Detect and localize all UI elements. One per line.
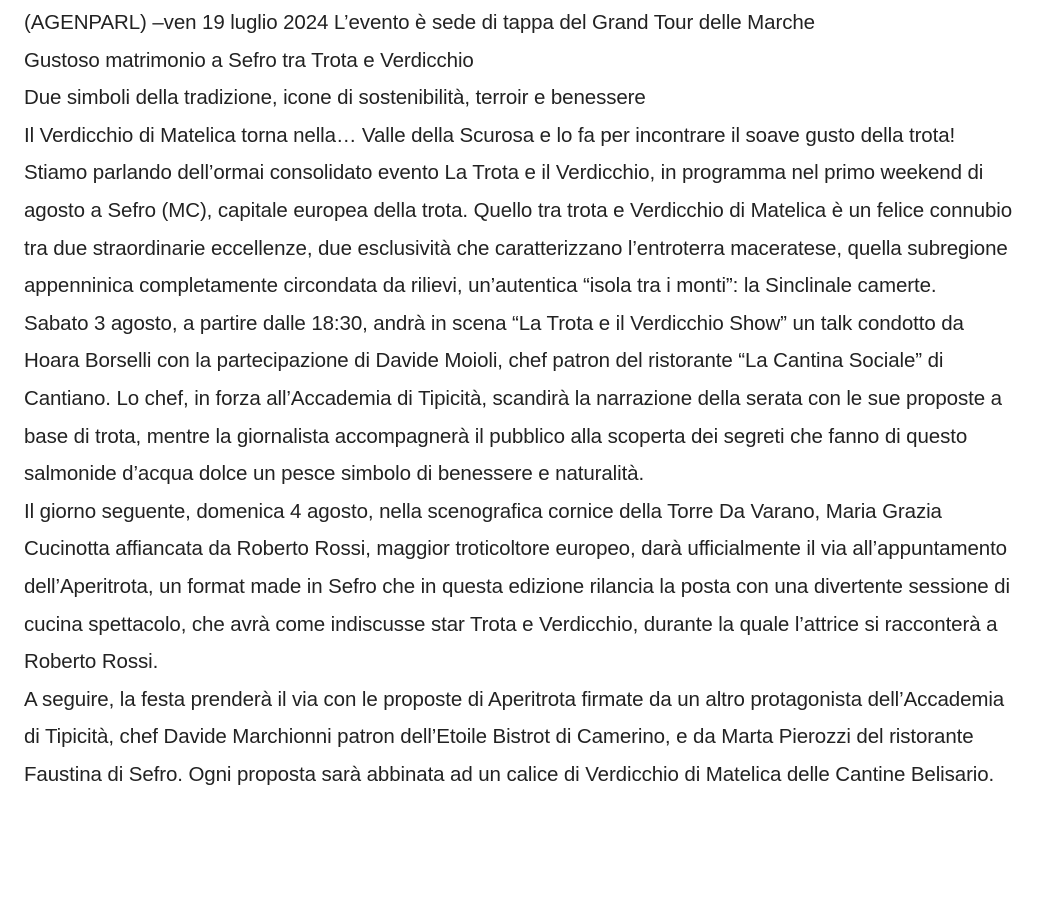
paragraph-saturday: Sabato 3 agosto, a partire dalle 18:30, andrà in scena “La Trota e il Verdicchio Show” un talk condotto da Hoara Borselli con la partecipazione di Davide Moioli, chef patron del ristorante “La Cantina Sociale” di Cantiano. Lo chef, in forza all’Accademia di Tipicità, scandirà la narrazione della serata con le sue proposte a base di trota, mentre la giornalista accompagnerà il pubblico alla scoperta dei segreti che fanno di questo salmonide d’acqua dolce un pesce simbolo di benessere e naturalità. — [24, 311, 1002, 486]
dateline: (AGENPARL) –ven 19 luglio 2024 L’evento è sede di tappa del Grand Tour delle Marche — [24, 11, 815, 34]
headline: Gustoso matrimonio a Sefro tra Trota e Verdicchio — [24, 48, 474, 72]
article-body — [24, 4, 1014, 793]
subheadline: Due simboli della tradizione, icone di sostenibilità, terroir e benessere — [24, 86, 646, 110]
paragraph-aperitrota: A seguire, la festa prenderà il via con le proposte di Aperitrota firmate da un altro protagonista dell’Accademia di Tipicità, chef Davide Marchionni patron dell’Etoile Bistrot di Camerino, e da Marta Pierozzi del ristorante Faustina di Sefro. Ogni proposta sarà abbinata ad un calice di Verdicchio di Matelica delle Cantine Belisario. — [24, 687, 1005, 786]
paragraph-intro: Il Verdicchio di Matelica torna nella… Valle della Scurosa e lo fa per incontrare il soave gusto della trota! Stiamo parlando dell’ormai consolidato evento La Trota e il Verdicchio, in programma nel primo weekend di agosto a Sefro (MC), capitale europea della trota. Quello tra trota e Verdicchio di Matelica è un felice connubio tra due straordinarie eccellenze, due esclusività che caratterizzano l’entroterra maceratese, quella subregione appenninica completamente circondata da rilievi, un’autentica “isola tra i monti”: la Sinclinale camerte. — [24, 123, 1013, 298]
paragraph-sunday: Il giorno seguente, domenica 4 agosto, nella scenografica cornice della Torre Da Varano, Maria Grazia Cucinotta affiancata da Roberto Rossi, maggior troticoltore europeo, darà ufficialmente il via all’appuntamento dell’Aperitrota, un format made in Sefro che in questa edizione rilancia la posta con una divertente sessione di cucina spettacolo, che avrà come indiscusse star Trota e Verdicchio, durante la quale l’attrice si racconterà a Roberto Rossi. — [24, 499, 1010, 674]
